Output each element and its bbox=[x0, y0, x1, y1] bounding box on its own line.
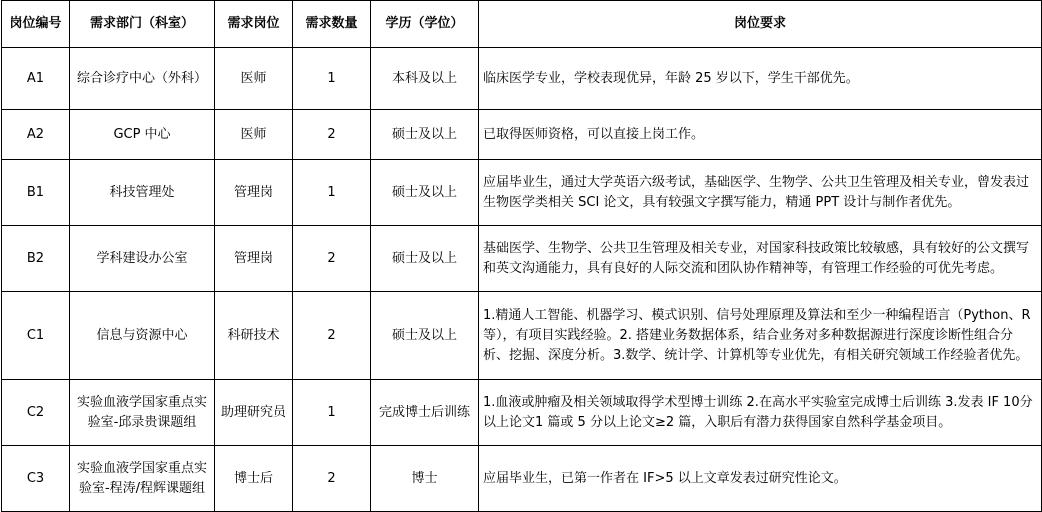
cell-requirement: 基础医学、生物学、公共卫生管理及相关专业，对国家科技政策比较敏感，具有较好的公文撰写和英文沟通能力，具有良好的人际交流和团队协作精神等，有管理工作经验的可优先考虑。 bbox=[479, 226, 1042, 292]
table-row bbox=[2, 380, 1042, 446]
recruitment-table bbox=[1, 0, 1042, 512]
cell-count: 1 bbox=[293, 380, 371, 446]
cell-requirement: 临床医学专业，学校表现优异，年龄 25 岁以下，学生干部优先。 bbox=[479, 48, 1042, 110]
header-dept: 需求部门（科室） bbox=[70, 1, 215, 48]
cell-requirement: 应届毕业生，通过大学英语六级考试，基础医学、生物学、公共卫生管理及相关专业，曾发表过生物医学类相关 SCI 论文，具有较强文字撰写能力，精通 PPT 设计与制作者优先。 bbox=[479, 160, 1042, 226]
table-row bbox=[2, 110, 1042, 160]
cell-requirement: 1.血液或肿瘤及相关领域取得学术型博士训练 2.在高水平实验室完成博士后训练 3.发表 IF 10分以上论文1 篇或 5 分以上论文≥2 篇，入职后有潜力获得国家自然科学基金项目。 bbox=[479, 380, 1042, 446]
cell-count: 2 bbox=[293, 110, 371, 160]
header-count: 需求数量 bbox=[293, 1, 371, 48]
table-row bbox=[2, 446, 1042, 512]
cell-dept: 学科建设办公室 bbox=[70, 226, 215, 292]
header-degree: 学历（学位） bbox=[371, 1, 479, 48]
cell-position: 医师 bbox=[215, 110, 293, 160]
cell-code: B1 bbox=[2, 160, 70, 226]
cell-code: C1 bbox=[2, 292, 70, 380]
cell-degree: 硕士及以上 bbox=[371, 160, 479, 226]
cell-code: C2 bbox=[2, 380, 70, 446]
cell-degree: 硕士及以上 bbox=[371, 226, 479, 292]
cell-dept: GCP 中心 bbox=[70, 110, 215, 160]
cell-position: 助理研究员 bbox=[215, 380, 293, 446]
cell-count: 1 bbox=[293, 160, 371, 226]
cell-position: 科研技术 bbox=[215, 292, 293, 380]
cell-requirement: 1.精通人工智能、机器学习、模式识别、信号处理原理及算法和至少一种编程语言（Python、R 等），有项目实践经验。2. 搭建业务数据体系，结合业务对多种数据源进行深度诊断性组合分析、挖掘、深度分析。3.数学、统计学、计算机等专业优先，有相关研究领域工作经验者优先。 bbox=[479, 292, 1042, 380]
cell-degree: 完成博士后训练 bbox=[371, 380, 479, 446]
cell-dept: 实验血液学国家重点实验室-邱录贵课题组 bbox=[70, 380, 215, 446]
cell-dept: 科技管理处 bbox=[70, 160, 215, 226]
cell-dept: 信息与资源中心 bbox=[70, 292, 215, 380]
header-code: 岗位编号 bbox=[2, 1, 70, 48]
cell-position: 医师 bbox=[215, 48, 293, 110]
cell-position: 博士后 bbox=[215, 446, 293, 512]
cell-count: 2 bbox=[293, 446, 371, 512]
cell-count: 2 bbox=[293, 226, 371, 292]
header-row bbox=[2, 1, 1042, 48]
header-position: 需求岗位 bbox=[215, 1, 293, 48]
cell-requirement: 已取得医师资格，可以直接上岗工作。 bbox=[479, 110, 1042, 160]
table-row bbox=[2, 160, 1042, 226]
cell-degree: 本科及以上 bbox=[371, 48, 479, 110]
table-row bbox=[2, 292, 1042, 380]
cell-dept: 实验血液学国家重点实验室-程涛/程辉课题组 bbox=[70, 446, 215, 512]
header-requirement: 岗位要求 bbox=[479, 1, 1042, 48]
cell-count: 2 bbox=[293, 292, 371, 380]
cell-dept: 综合诊疗中心（外科） bbox=[70, 48, 215, 110]
table-row bbox=[2, 226, 1042, 292]
cell-position: 管理岗 bbox=[215, 160, 293, 226]
table-row bbox=[2, 48, 1042, 110]
cell-degree: 硕士及以上 bbox=[371, 292, 479, 380]
cell-position: 管理岗 bbox=[215, 226, 293, 292]
cell-count: 1 bbox=[293, 48, 371, 110]
cell-degree: 博士 bbox=[371, 446, 479, 512]
cell-degree: 硕士及以上 bbox=[371, 110, 479, 160]
cell-code: A1 bbox=[2, 48, 70, 110]
cell-code: C3 bbox=[2, 446, 70, 512]
cell-code: A2 bbox=[2, 110, 70, 160]
cell-requirement: 应届毕业生，已第一作者在 IF>5 以上文章发表过研究性论文。 bbox=[479, 446, 1042, 512]
cell-code: B2 bbox=[2, 226, 70, 292]
